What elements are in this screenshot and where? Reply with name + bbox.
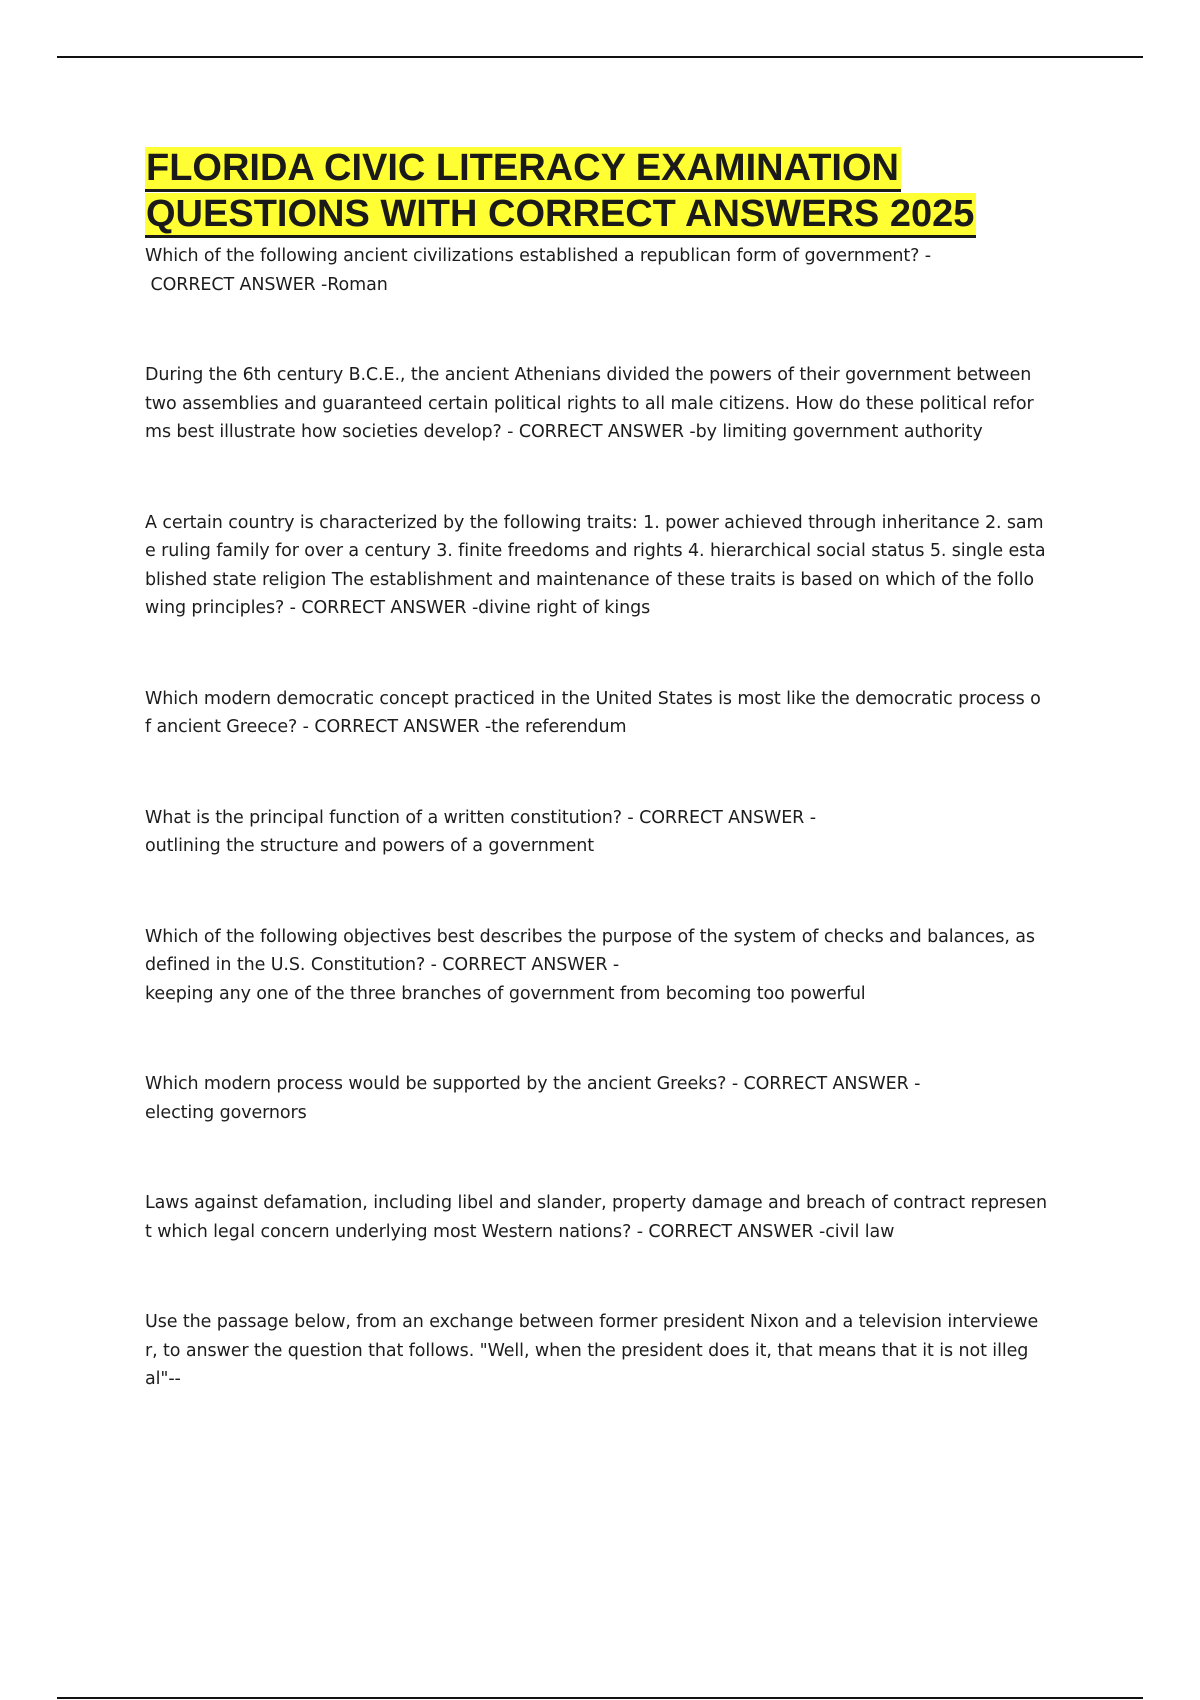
- qa-item: [145, 685, 1090, 742]
- qa-line: defined in the U.S. Constitution? - CORRECT ANSWER -: [145, 955, 620, 975]
- qa-line: outlining the structure and powers of a government: [145, 836, 595, 856]
- document-body: [145, 146, 1090, 1394]
- document-title: [145, 146, 1090, 238]
- title-line-2: QUESTIONS WITH CORRECT ANSWERS 2025: [145, 193, 976, 238]
- qa-item: [145, 361, 1090, 447]
- qa-line: ms best illustrate how societies develop? - CORRECT ANSWER -by limiting government authority: [145, 422, 983, 442]
- qa-line: Laws against defamation, including libel and slander, property damage and breach of contract represen: [145, 1193, 1047, 1213]
- qa-item: [145, 1189, 1090, 1246]
- qa-line: A certain country is characterized by the following traits: 1. power achieved through inheritance 2. sam: [145, 512, 1044, 533]
- qa-line: Which of the following objectives best describes the purpose of the system of checks and balances, as: [145, 926, 1035, 947]
- footer-rule: [57, 1697, 1143, 1699]
- qa-item: [145, 1308, 1090, 1394]
- qa-line: During the 6th century B.C.E., the ancient Athenians divided the powers of their government between: [145, 365, 1032, 385]
- qa-line: Which modern process would be supported by the ancient Greeks? - CORRECT ANSWER -: [145, 1074, 921, 1094]
- qa-line: Which of the following ancient civilizations established a republican form of government? -: [145, 246, 931, 266]
- qa-line: CORRECT ANSWER -Roman: [145, 274, 388, 295]
- header-rule: [57, 56, 1143, 58]
- qa-line: What is the principal function of a written constitution? - CORRECT ANSWER -: [145, 807, 816, 828]
- qa-line: al"--: [145, 1369, 181, 1389]
- qa-line: f ancient Greece? - CORRECT ANSWER -the referendum: [145, 717, 627, 737]
- title-line-1: FLORIDA CIVIC LITERACY EXAMINATION: [145, 147, 901, 192]
- qa-line: wing principles? - CORRECT ANSWER -divine right of kings: [145, 598, 651, 618]
- qa-item: [145, 923, 1090, 1009]
- qa-item: [145, 804, 1090, 861]
- qa-line: e ruling family for over a century 3. finite freedoms and rights 4. hierarchical social status 5. single esta: [145, 541, 1046, 561]
- qa-line: blished state religion The establishment and maintenance of these traits is based on which of the follo: [145, 569, 1034, 590]
- qa-line: t which legal concern underlying most Western nations? - CORRECT ANSWER -civil law: [145, 1221, 895, 1242]
- qa-line: two assemblies and guaranteed certain political rights to all male citizens. How do these political refor: [145, 393, 1034, 414]
- qa-item: [145, 1070, 1090, 1127]
- qa-item: [145, 509, 1090, 623]
- qa-line: Use the passage below, from an exchange between former president Nixon and a television interviewe: [145, 1312, 1039, 1332]
- qa-line: keeping any one of the three branches of government from becoming too powerful: [145, 983, 866, 1004]
- qa-line: Which modern democratic concept practiced in the United States is most like the democratic process o: [145, 688, 1041, 709]
- qa-list: [145, 242, 1090, 1394]
- qa-line: electing governors: [145, 1102, 307, 1123]
- qa-item: [145, 242, 1090, 299]
- qa-line: r, to answer the question that follows. "Well, when the president does it, that means that it is not illeg: [145, 1340, 1029, 1361]
